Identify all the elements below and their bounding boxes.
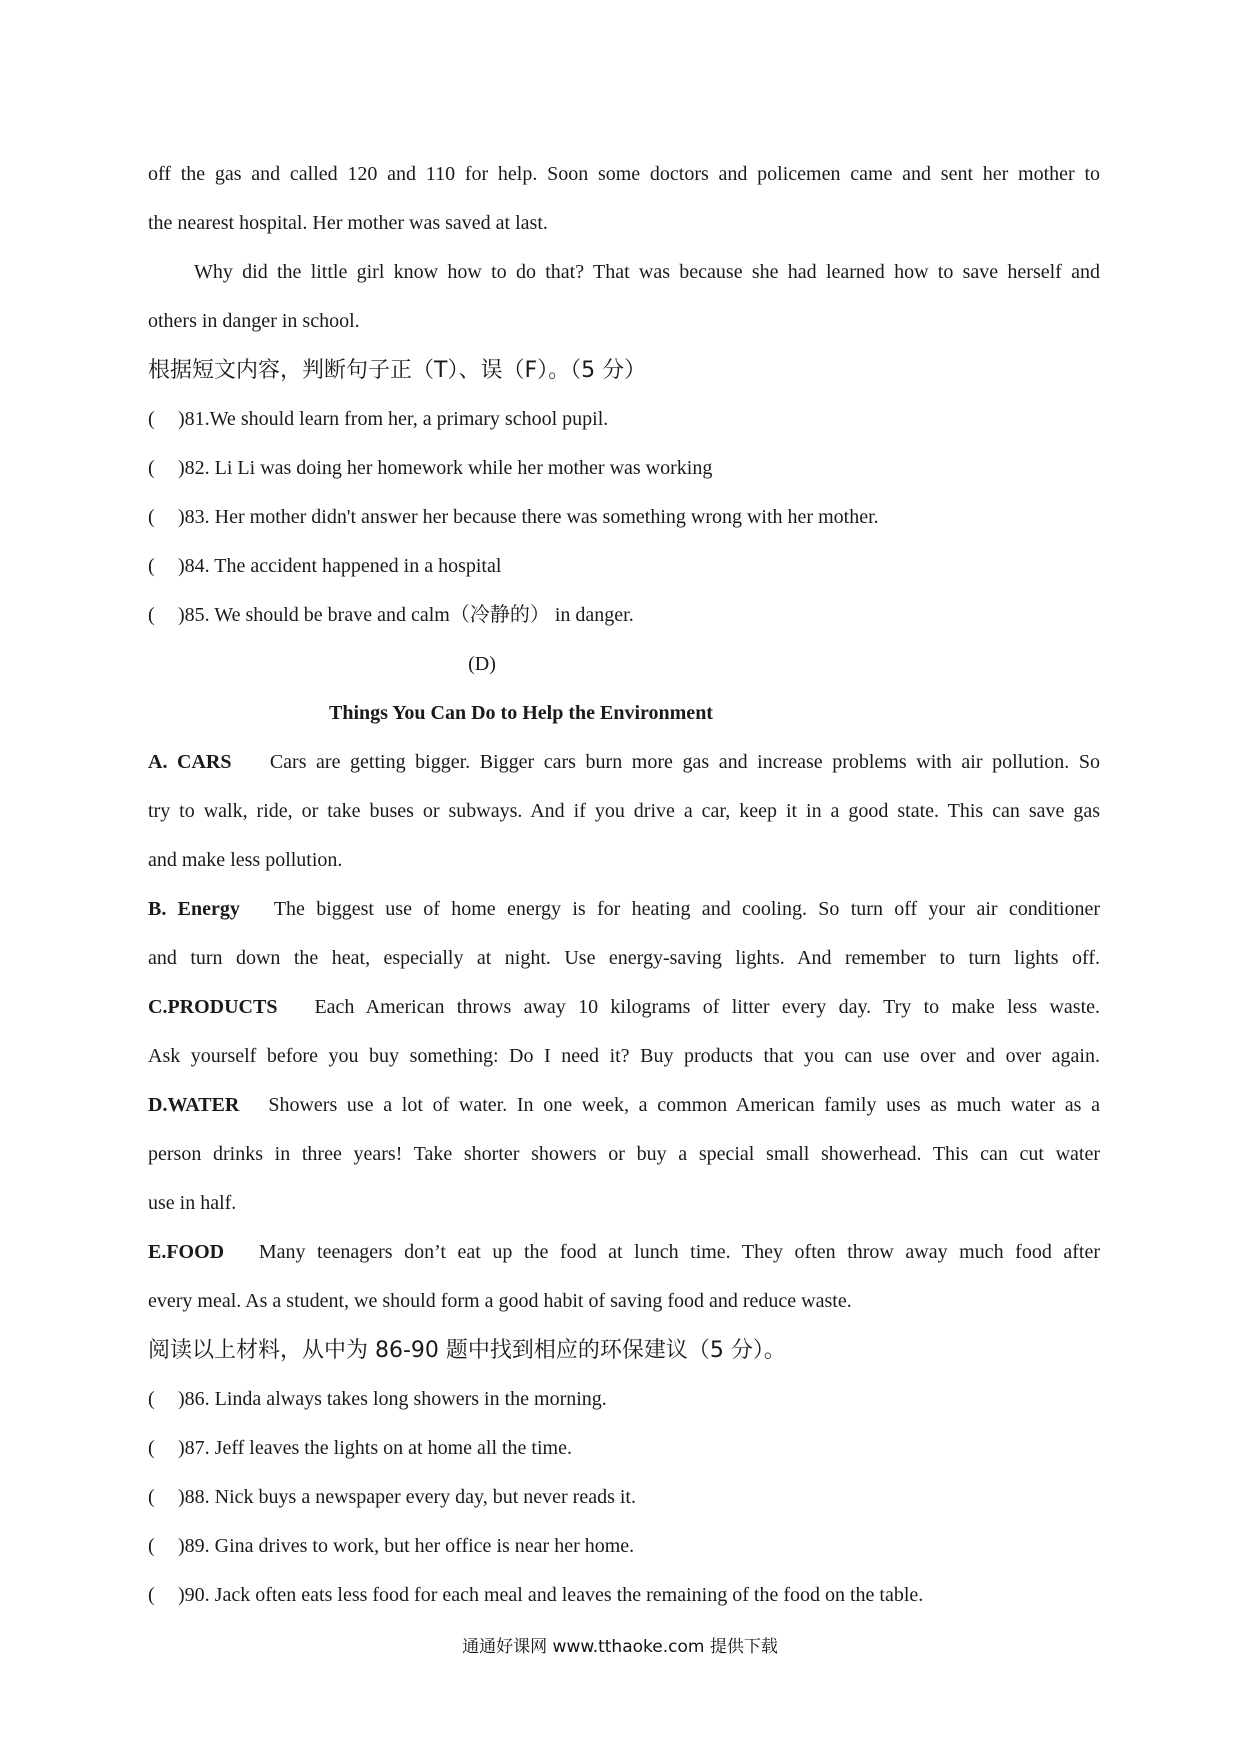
item-text: Each American throws away 10 kilograms of litter every day. Try to make less waste. <box>314 996 1100 1018</box>
item-line: every meal. As a student, we should form a good habit of saving food and reduce waste. <box>148 1290 852 1312</box>
question-text: )89. Gina drives to work, but her office is near her home. <box>178 1535 635 1557</box>
item-line: and turn down the heat, especially at night. Use energy-saving lights. And remember to turn lights off. <box>148 947 1100 969</box>
item-line: try to walk, ride, or take buses or subways. And if you drive a car, keep it in a good state. This can save gas <box>148 800 1100 822</box>
item-line <box>148 1228 1100 1277</box>
item-line: and make less pollution. <box>148 849 343 871</box>
item-label: E.FOOD <box>148 1241 225 1263</box>
item-line <box>148 983 1100 1032</box>
item-label: A. CARS <box>148 751 232 773</box>
question-item: ( )89. Gina drives to work, but her office is near her home. <box>148 1535 635 1557</box>
question-text: )82. Li Li was doing her homework while her mother was working <box>178 457 713 479</box>
page-footer: 通通好课网 www.tthaoke.com 提供下载 <box>462 1637 778 1657</box>
question-item: ( )84. The accident happened in a hospital <box>148 555 502 577</box>
question-item: ( )90. Jack often eats less food for each meal and leaves the remaining of the food on the table. <box>148 1584 924 1606</box>
question-text: )84. The accident happened in a hospital <box>178 555 502 577</box>
question-item: ( )88. Nick buys a newspaper every day, but never reads it. <box>148 1486 636 1508</box>
item-text: The biggest use of home energy is for heating and cooling. So turn off your air conditioner <box>273 898 1100 920</box>
item-line <box>148 1081 1100 1130</box>
question-item: ( )83. Her mother didn't answer her because there was something wrong with her mother. <box>148 506 879 528</box>
question-text: )81.We should learn from her, a primary school pupil. <box>178 408 609 430</box>
section-letter: (D) <box>468 653 496 675</box>
passage-line: Why did the little girl know how to do that? That was because she had learned how to save herself and <box>194 261 1100 283</box>
question-item: ( )85. We should be brave and calm（冷静的） in danger. <box>148 604 634 626</box>
item-line: person drinks in three years! Take shorter showers or buy a special small showerhead. This can cut water <box>148 1143 1100 1165</box>
item-label: B. Energy <box>148 898 240 920</box>
question-item: ( )86. Linda always takes long showers in the morning. <box>148 1388 607 1410</box>
item-line <box>148 738 1100 787</box>
question-text: )90. Jack often eats less food for each meal and leaves the remaining of the food on the table. <box>178 1584 924 1606</box>
task-instruction: 根据短文内容，判断句子正（T）、误（F）。（5 分） <box>148 358 647 383</box>
item-line: use in half. <box>148 1192 237 1214</box>
item-line: Ask yourself before you buy something: Do I need it? Buy products that you can use over and over again. <box>148 1045 1100 1067</box>
item-label: D.WATER <box>148 1094 240 1116</box>
document-page <box>148 150 1100 1620</box>
item-text: Many teenagers don’t eat up the food at lunch time. They often throw away much food after <box>258 1241 1101 1263</box>
passage-line: the nearest hospital. Her mother was saved at last. <box>148 212 548 234</box>
item-text: Cars are getting bigger. Bigger cars burn more gas and increase problems with air pollution. So <box>269 751 1100 773</box>
question-text: )87. Jeff leaves the lights on at home all the time. <box>178 1437 572 1459</box>
question-item: ( )81.We should learn from her, a primary school pupil. <box>148 408 609 430</box>
passage-line: off the gas and called 120 and 110 for help. Soon some doctors and policemen came and sent her mother to <box>148 163 1100 185</box>
question-text: )83. Her mother didn't answer her because there was something wrong with her mother. <box>178 506 879 528</box>
question-text: )88. Nick buys a newspaper every day, but never reads it. <box>178 1486 636 1508</box>
item-label: C.PRODUCTS <box>148 996 278 1018</box>
section-title: Things You Can Do to Help the Environment <box>329 702 713 724</box>
item-text: Showers use a lot of water. In one week, a common American family uses as much water as a <box>268 1094 1100 1116</box>
passage-line: others in danger in school. <box>148 310 360 332</box>
question-text: )86. Linda always takes long showers in the morning. <box>178 1388 607 1410</box>
question-item: ( )87. Jeff leaves the lights on at home all the time. <box>148 1437 572 1459</box>
question-item: ( )82. Li Li was doing her homework while her mother was working <box>148 457 713 479</box>
item-line <box>148 885 1100 934</box>
task-instruction: 阅读以上材料，从中为 86-90 题中找到相应的环保建议（5 分）。 <box>148 1338 786 1363</box>
question-text: )85. We should be brave and calm（冷静的） in danger. <box>178 604 634 626</box>
